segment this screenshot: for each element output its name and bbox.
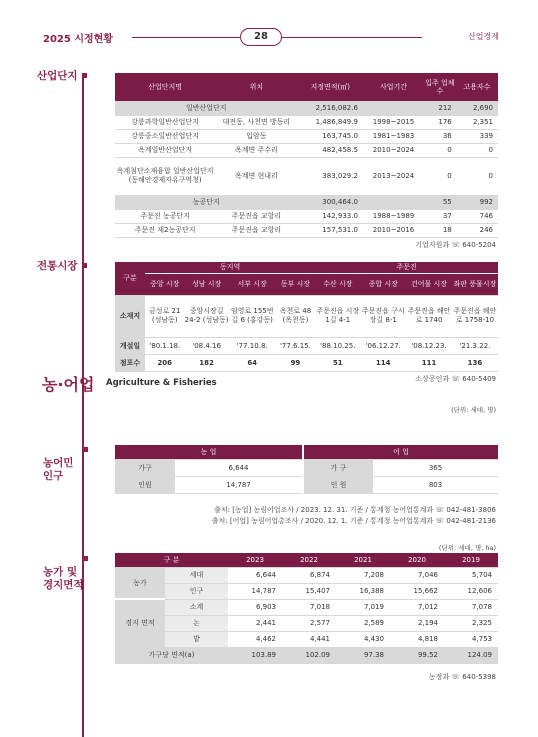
- value-cell: 2010~2016: [363, 223, 424, 237]
- value-cell: 176: [424, 115, 456, 129]
- value-cell: '06.12.27.: [360, 337, 406, 354]
- value-cell: 7,012: [390, 599, 444, 615]
- value-cell: 주문진읍 시장1길 4-1: [315, 295, 360, 337]
- value-cell: '88.10.25.: [315, 337, 360, 354]
- column-header: 구분: [115, 262, 145, 295]
- location: 대전동, 사천면 방동리: [215, 115, 297, 129]
- farm-fishery-population-table: [115, 445, 498, 494]
- value-cell: '77.10.8.: [229, 337, 276, 354]
- value-cell: 2,577: [282, 615, 336, 631]
- table-header-row: [115, 273, 498, 295]
- value-cell: 99: [276, 354, 316, 371]
- market-name: 서부 시장: [229, 273, 276, 295]
- value-cell: 15,662: [390, 583, 444, 599]
- table-row: [115, 631, 498, 647]
- value-cell: 1998~2015: [363, 115, 424, 129]
- complex-name: 주문진 농공단지: [115, 209, 215, 223]
- column-header: 사업기간: [363, 73, 424, 101]
- value-cell: 992: [456, 195, 498, 209]
- table-row: [115, 101, 498, 115]
- value-cell: 103.89: [228, 647, 282, 663]
- complex-name: 강릉과학일반산업단지: [115, 115, 215, 129]
- value-cell: 2010~2024: [363, 143, 424, 157]
- table-row: [115, 223, 498, 237]
- value-cell: '08.12.23.: [406, 337, 452, 354]
- value-cell: 2,516,082.6: [298, 101, 363, 115]
- source-note-farm: 출처: [농업] 농림어업조사 / 2023. 12. 31. 기준 / 통계청 농어업통계과 ☏ 042-481-3806: [214, 506, 496, 514]
- section-vertical-rule: [82, 75, 84, 737]
- traditional-market-table: [115, 262, 498, 372]
- value-cell: 206: [145, 354, 185, 371]
- value-cell: 383,029.2: [298, 157, 363, 195]
- group-label: 농공단지: [115, 195, 298, 209]
- value-cell: 1981~1983: [363, 129, 424, 143]
- value-cell: 157,531.0: [298, 223, 363, 237]
- section-marker-icon: [82, 73, 87, 78]
- value-cell: '08.4.16: [185, 337, 229, 354]
- location: 옥계면 현내리: [215, 157, 297, 195]
- value-cell: 482,458.5: [298, 143, 363, 157]
- page-header: [0, 28, 538, 48]
- row-label: 가구당 면적(a): [115, 647, 228, 663]
- value-cell: 16,388: [336, 583, 390, 599]
- table-row: [115, 157, 498, 195]
- value-cell: 4,441: [282, 631, 336, 647]
- source-note-fishery: 출처: [어업] 농림어업총조사 / 2020. 12. 1. 기준 / 통계청 농어업통계과 ☏ 042-481-2136: [211, 517, 496, 525]
- value-cell: 4,430: [336, 631, 390, 647]
- value-cell: 1988~1989: [363, 209, 424, 223]
- value-cell: 2,589: [336, 615, 390, 631]
- table-row: [115, 209, 498, 223]
- market-name: 건어물 시장: [406, 273, 452, 295]
- complex-name: 옥계일반산업단지: [115, 143, 215, 157]
- row-label: 점포수: [115, 354, 145, 371]
- value-cell: 6,644: [228, 567, 282, 583]
- value-cell: 7,046: [390, 567, 444, 583]
- column-header: 고용자수: [456, 73, 498, 101]
- value-cell: 6,644: [175, 459, 303, 476]
- value-cell: '77.6.15.: [276, 337, 316, 354]
- value-cell: 중앙시장길 24-2 (성남동): [185, 295, 229, 337]
- header-divider-right: [282, 37, 422, 38]
- table-row: [115, 476, 498, 493]
- value-cell: 124.09: [444, 647, 498, 663]
- complex-name: 주문진 제2농공단지: [115, 223, 215, 237]
- table-row: [115, 354, 498, 371]
- row-label: 소계: [165, 599, 228, 615]
- location: 입암동: [215, 129, 297, 143]
- value-cell: 136: [452, 354, 498, 371]
- value-cell: 14,787: [175, 476, 303, 493]
- value-cell: 주문진읍 해안로 1740: [406, 295, 452, 337]
- value-cell: 14,787: [228, 583, 282, 599]
- group-label: 농가: [115, 567, 165, 599]
- industrial-complex-table: [115, 73, 498, 238]
- value-cell: 2,351: [456, 115, 498, 129]
- section-label-farm-area: 농가 및 경지면적: [43, 553, 84, 592]
- location: 주문진읍 교항리: [215, 223, 297, 237]
- value-cell: 55: [424, 195, 456, 209]
- value-cell: 0: [424, 157, 456, 195]
- value-cell: [363, 101, 424, 115]
- table-row: [115, 115, 498, 129]
- agriculture-heading: 농·어업: [42, 375, 95, 394]
- row-label: 밭: [165, 631, 228, 647]
- value-cell: 142,933.0: [298, 209, 363, 223]
- group-label: 경지 면적: [115, 599, 165, 647]
- value-cell: 102.09: [282, 647, 336, 663]
- column-header: 지정면적(㎡): [298, 73, 363, 101]
- value-cell: 37: [424, 209, 456, 223]
- section-label-farm-population: 농어민 인구: [43, 444, 73, 483]
- value-cell: 옥천로 48 (옥천동): [276, 295, 316, 337]
- page-number: 28: [240, 28, 282, 46]
- unit-note-population: (단위: 세대, 명): [451, 406, 496, 414]
- row-label: 세대: [165, 567, 228, 583]
- table-row: [115, 567, 498, 583]
- section-marker-icon: [82, 263, 87, 268]
- header-divider-left: [132, 37, 240, 38]
- group-label: 일반산업단지: [115, 101, 298, 115]
- value-cell: 7,078: [444, 599, 498, 615]
- row-label: 가구: [115, 459, 175, 476]
- value-cell: 2,325: [444, 615, 498, 631]
- value-cell: 0: [456, 143, 498, 157]
- row-label: 인원: [115, 476, 175, 493]
- value-cell: 0: [424, 143, 456, 157]
- source-note-agri-policy: 농정과 ☏ 640-5398: [428, 673, 496, 681]
- year-header: 2023: [228, 553, 282, 567]
- market-name: 수산 시장: [315, 273, 360, 295]
- chapter-title: 산업경제: [468, 32, 499, 41]
- row-label: 가 구: [303, 459, 373, 476]
- column-header: 입주 업체수: [424, 73, 456, 101]
- market-name: 중앙 시장: [145, 273, 185, 295]
- value-cell: [363, 195, 424, 209]
- year-header: 2019: [444, 553, 498, 567]
- table-row: [115, 143, 498, 157]
- column-header: 어 업: [303, 445, 498, 459]
- table-row: [115, 459, 498, 476]
- value-cell: 300,464.0: [298, 195, 363, 209]
- value-cell: 2,194: [390, 615, 444, 631]
- value-cell: 111: [406, 354, 452, 371]
- value-cell: 주문진읍 구시장길 8-1: [360, 295, 406, 337]
- value-cell: 182: [185, 354, 229, 371]
- column-header: 농 업: [115, 445, 303, 459]
- table-row: [115, 647, 498, 663]
- table-row: [115, 129, 498, 143]
- value-cell: 주문진읍 해안로 1758-10: [452, 295, 498, 337]
- value-cell: 7,019: [336, 599, 390, 615]
- value-cell: 746: [456, 209, 498, 223]
- value-cell: 99.52: [390, 647, 444, 663]
- table-row: [115, 195, 498, 209]
- table-header-row: [115, 262, 498, 273]
- table-row: [115, 295, 498, 337]
- row-label: 인 원: [303, 476, 373, 493]
- row-label: 개설일: [115, 337, 145, 354]
- value-cell: 212: [424, 101, 456, 115]
- value-cell: '80.1.18.: [145, 337, 185, 354]
- value-cell: 36: [424, 129, 456, 143]
- market-name: 종합 시장: [360, 273, 406, 295]
- year-header: 2021: [336, 553, 390, 567]
- table-header-row: [115, 445, 498, 459]
- value-cell: 7,018: [282, 599, 336, 615]
- value-cell: '21.3.22.: [452, 337, 498, 354]
- section-marker-icon: [83, 447, 88, 452]
- value-cell: 12,606: [444, 583, 498, 599]
- complex-name: 옥계첨단소재융합 일반산업단지 (동해안경제자유구역청): [115, 157, 215, 195]
- market-name: 동부 시장: [276, 273, 316, 295]
- value-cell: 4,818: [390, 631, 444, 647]
- section-label-traditional-market: 전통시장: [37, 260, 78, 273]
- value-cell: 7,208: [336, 567, 390, 583]
- value-cell: 339: [456, 129, 498, 143]
- value-cell: 1,486,849.9: [298, 115, 363, 129]
- row-label: 논: [165, 615, 228, 631]
- value-cell: 2,441: [228, 615, 282, 631]
- value-cell: 5,704: [444, 567, 498, 583]
- location: 주문진읍 교항리: [215, 209, 297, 223]
- table-header-row: [115, 553, 498, 567]
- value-cell: 163,745.0: [298, 129, 363, 143]
- value-cell: 803: [373, 476, 498, 493]
- value-cell: 15,407: [282, 583, 336, 599]
- value-cell: 금성로 21 (성남동): [145, 295, 185, 337]
- table-row: [115, 337, 498, 354]
- location: 옥계면 주수리: [215, 143, 297, 157]
- value-cell: 64: [229, 354, 276, 371]
- market-name: 성남 시장: [185, 273, 229, 295]
- value-cell: 365: [373, 459, 498, 476]
- value-cell: 6,903: [228, 599, 282, 615]
- value-cell: 0: [456, 157, 498, 195]
- table-row: [115, 583, 498, 599]
- column-header: 위치: [215, 73, 297, 101]
- value-cell: 4,753: [444, 631, 498, 647]
- year-header: 2020: [390, 553, 444, 567]
- table-header-row: [115, 73, 498, 101]
- row-label: 인구: [165, 583, 228, 599]
- source-note-industrial: 기업지원과 ☏ 640-5204: [415, 241, 496, 249]
- value-cell: 246: [456, 223, 498, 237]
- value-cell: 2013~2024: [363, 157, 424, 195]
- source-note-market: 소상공인과 ☏ 640-5409: [415, 375, 496, 383]
- table-row: [115, 615, 498, 631]
- column-header: 구 분: [115, 553, 228, 567]
- value-cell: 2,690: [456, 101, 498, 115]
- value-cell: 6,874: [282, 567, 336, 583]
- value-cell: 임영로 155번길 6 (홍강동): [229, 295, 276, 337]
- value-cell: 51: [315, 354, 360, 371]
- column-header: 산업단지명: [115, 73, 215, 101]
- table-row: [115, 599, 498, 615]
- complex-name: 강릉중소일반산업단지: [115, 129, 215, 143]
- farm-households-area-table: [115, 553, 498, 664]
- group-header: 동지역: [145, 262, 315, 273]
- value-cell: 97.38: [336, 647, 390, 663]
- value-cell: 18: [424, 223, 456, 237]
- year-header: 2022: [282, 553, 336, 567]
- row-label: 소재지: [115, 295, 145, 337]
- agriculture-heading-en: Agriculture & Fisheries: [106, 378, 217, 388]
- value-cell: 114: [360, 354, 406, 371]
- group-header: 주문진: [315, 262, 498, 273]
- unit-note-households: (단위: 세대, 명, ha): [438, 544, 496, 552]
- section-label-industrial-complex: 산업단지: [37, 70, 78, 83]
- value-cell: 4,462: [228, 631, 282, 647]
- section-marker-icon: [83, 556, 88, 561]
- report-title: 2025 시정현황: [43, 34, 113, 45]
- market-name: 좌판 풍물시장: [452, 273, 498, 295]
